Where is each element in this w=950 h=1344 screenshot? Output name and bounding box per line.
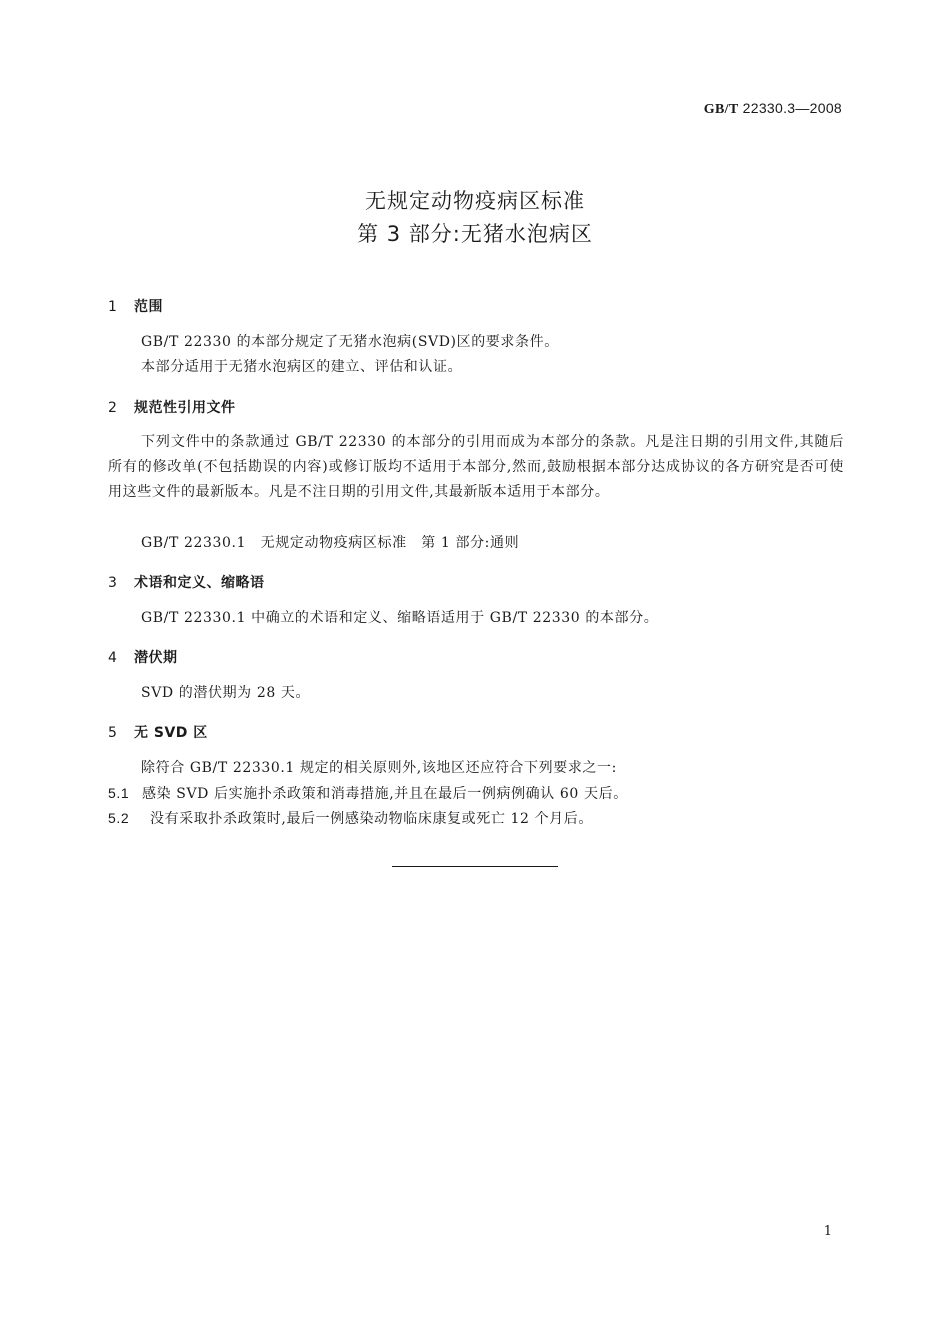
section-heading: [108, 397, 236, 417]
section-title: 无 SVD 区: [134, 725, 208, 741]
clause-text: 没有采取扑杀政策时,最后一例感染动物临床康复或死亡 12 个月后。: [150, 811, 593, 827]
section-number: 5: [108, 725, 118, 741]
clause-number: 5.1: [108, 785, 130, 801]
standard-code-prefix: GB/T: [703, 102, 739, 117]
section-heading: [108, 722, 208, 742]
section-title: 潜伏期: [134, 650, 178, 666]
section-heading: [108, 296, 163, 316]
clause-text: 感染 SVD 后实施扑杀政策和消毒措施,并且在最后一例病例确认 60 天后。: [142, 786, 628, 802]
section-heading: [108, 647, 178, 667]
section-heading: [108, 572, 265, 592]
section-number: 4: [108, 650, 118, 666]
document-title: 无规定动物疫病区标准: [365, 189, 585, 213]
page-number: 1: [823, 1224, 832, 1239]
standard-code: [704, 100, 842, 118]
normative-reference: GB/T 22330.1 无规定动物疫病区标准 第 1 部分:通则: [141, 535, 520, 551]
end-rule: [392, 866, 558, 867]
section-title: 规范性引用文件: [134, 400, 236, 416]
clause: [108, 806, 593, 832]
paragraph: GB/T 22330 的本部分规定了无猪水泡病(SVD)区的要求条件。: [141, 334, 559, 350]
paragraph: 除符合 GB/T 22330.1 规定的相关原则外,该地区还应符合下列要求之一:: [141, 760, 617, 776]
paragraph: 本部分适用于无猪水泡病区的建立、评估和认证。: [141, 359, 463, 375]
document-subtitle: 第 3 部分:无猪水泡病区: [357, 222, 593, 246]
clause-number: 5.2: [108, 810, 130, 826]
section-number: 3: [108, 575, 118, 591]
section-title: 范围: [134, 299, 163, 315]
paragraph: GB/T 22330.1 中确立的术语和定义、缩略语适用于 GB/T 22330 的本部分。: [141, 610, 659, 626]
paragraph: SVD 的潜伏期为 28 天。: [141, 685, 311, 701]
section-number: 2: [108, 400, 118, 416]
standard-code-number: 22330.3—2008: [738, 100, 842, 116]
clause: [108, 781, 628, 807]
paragraph: 下列文件中的条款通过 GB/T 22330 的本部分的引用而成为本部分的条款。凡是注日期的引用文件,其随后所有的修改单(不包括勘误的内容)或修订版均不适用于本部分,然而,鼓励根据本部分达成协议的各方研究是否可使用这些文件的最新版本。凡是不注日期的引用文件,其最新版本适用于本部分。: [108, 434, 844, 500]
section-number: 1: [108, 299, 118, 315]
section-title: 术语和定义、缩略语: [134, 575, 265, 591]
